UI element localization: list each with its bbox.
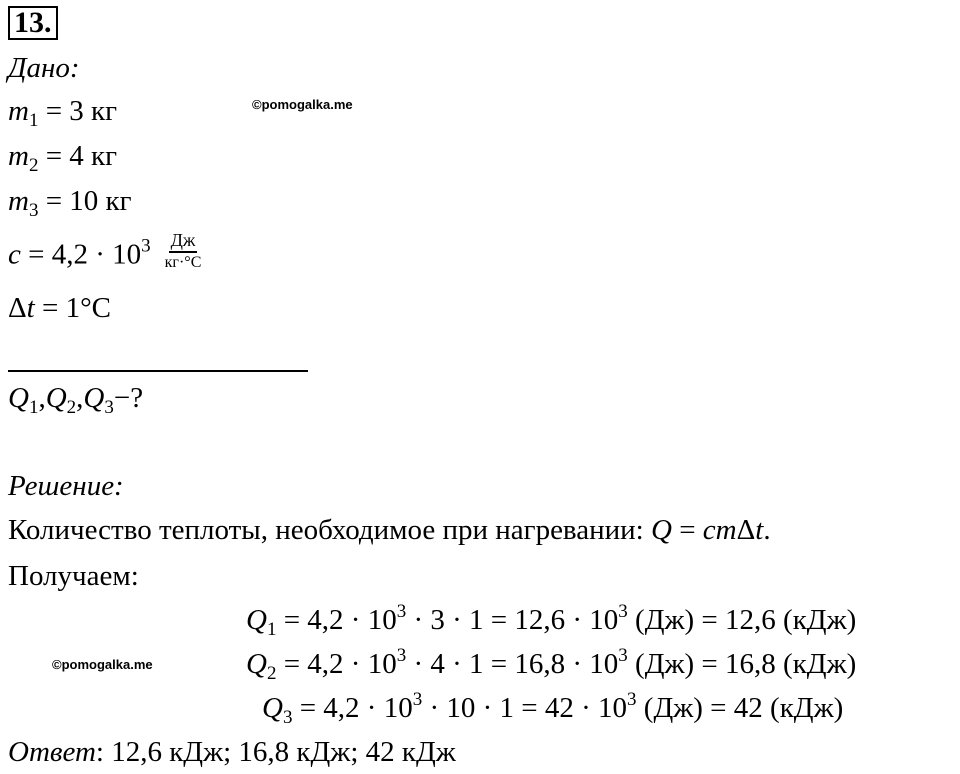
watermark-top: ©pomogalka.me [252, 97, 353, 112]
answer-line [8, 736, 456, 769]
solution-text: Количество теплоты, необходимое при нагревании: Q = cmΔt. [8, 514, 771, 546]
getting-label: Получаем: [8, 560, 139, 592]
watermark-bottom: ©pomogalka.me [52, 657, 153, 672]
given-m1: $m_1 = 3$ кг [8, 95, 118, 131]
given-label: Дано: [8, 52, 80, 84]
given-c: $c = 4,2 \cdot 10^3$ $\frac{Дж}{кг\cdot^\circ C}$ [8, 230, 202, 271]
given-m2: $m_2 = 4$ кг [8, 140, 118, 176]
given-m3: $m_3 = 10$ кг [8, 185, 132, 221]
problem-number: 13. [8, 6, 58, 40]
answer-text: : 12,6 кДж; 16,8 кДж; 42 кДж [95, 736, 456, 768]
answer-label: Ответ [8, 736, 96, 768]
find-line: $Q_1,Q_2,Q_3-$? [8, 382, 144, 418]
equation-q2: $Q_2 = 4,2 \cdot 10^3 \cdot 4 \cdot 1 = 16,8 \cdot 10^3$ (Дж) = 16,8 (кДж) [246, 645, 857, 684]
equation-q1: $Q_1 = 4,2 \cdot 10^3 \cdot 3 \cdot 1 = 12,6 \cdot 10^3$ (Дж) = 12,6 (кДж) [246, 601, 857, 640]
given-dt: Δt = 1°C [8, 292, 112, 324]
problem-number-value: 13 [14, 6, 44, 39]
solution-label: Решение: [8, 470, 124, 502]
equation-q3: $Q_3 = 4,2 \cdot 10^3 \cdot 10 \cdot 1 = 42 \cdot 10^3$ (Дж) = 42 (кДж) [262, 689, 844, 728]
given-divider [8, 370, 308, 372]
unit-fraction: $\frac{Дж}{кг\cdot^\circ C}$ [164, 230, 202, 271]
